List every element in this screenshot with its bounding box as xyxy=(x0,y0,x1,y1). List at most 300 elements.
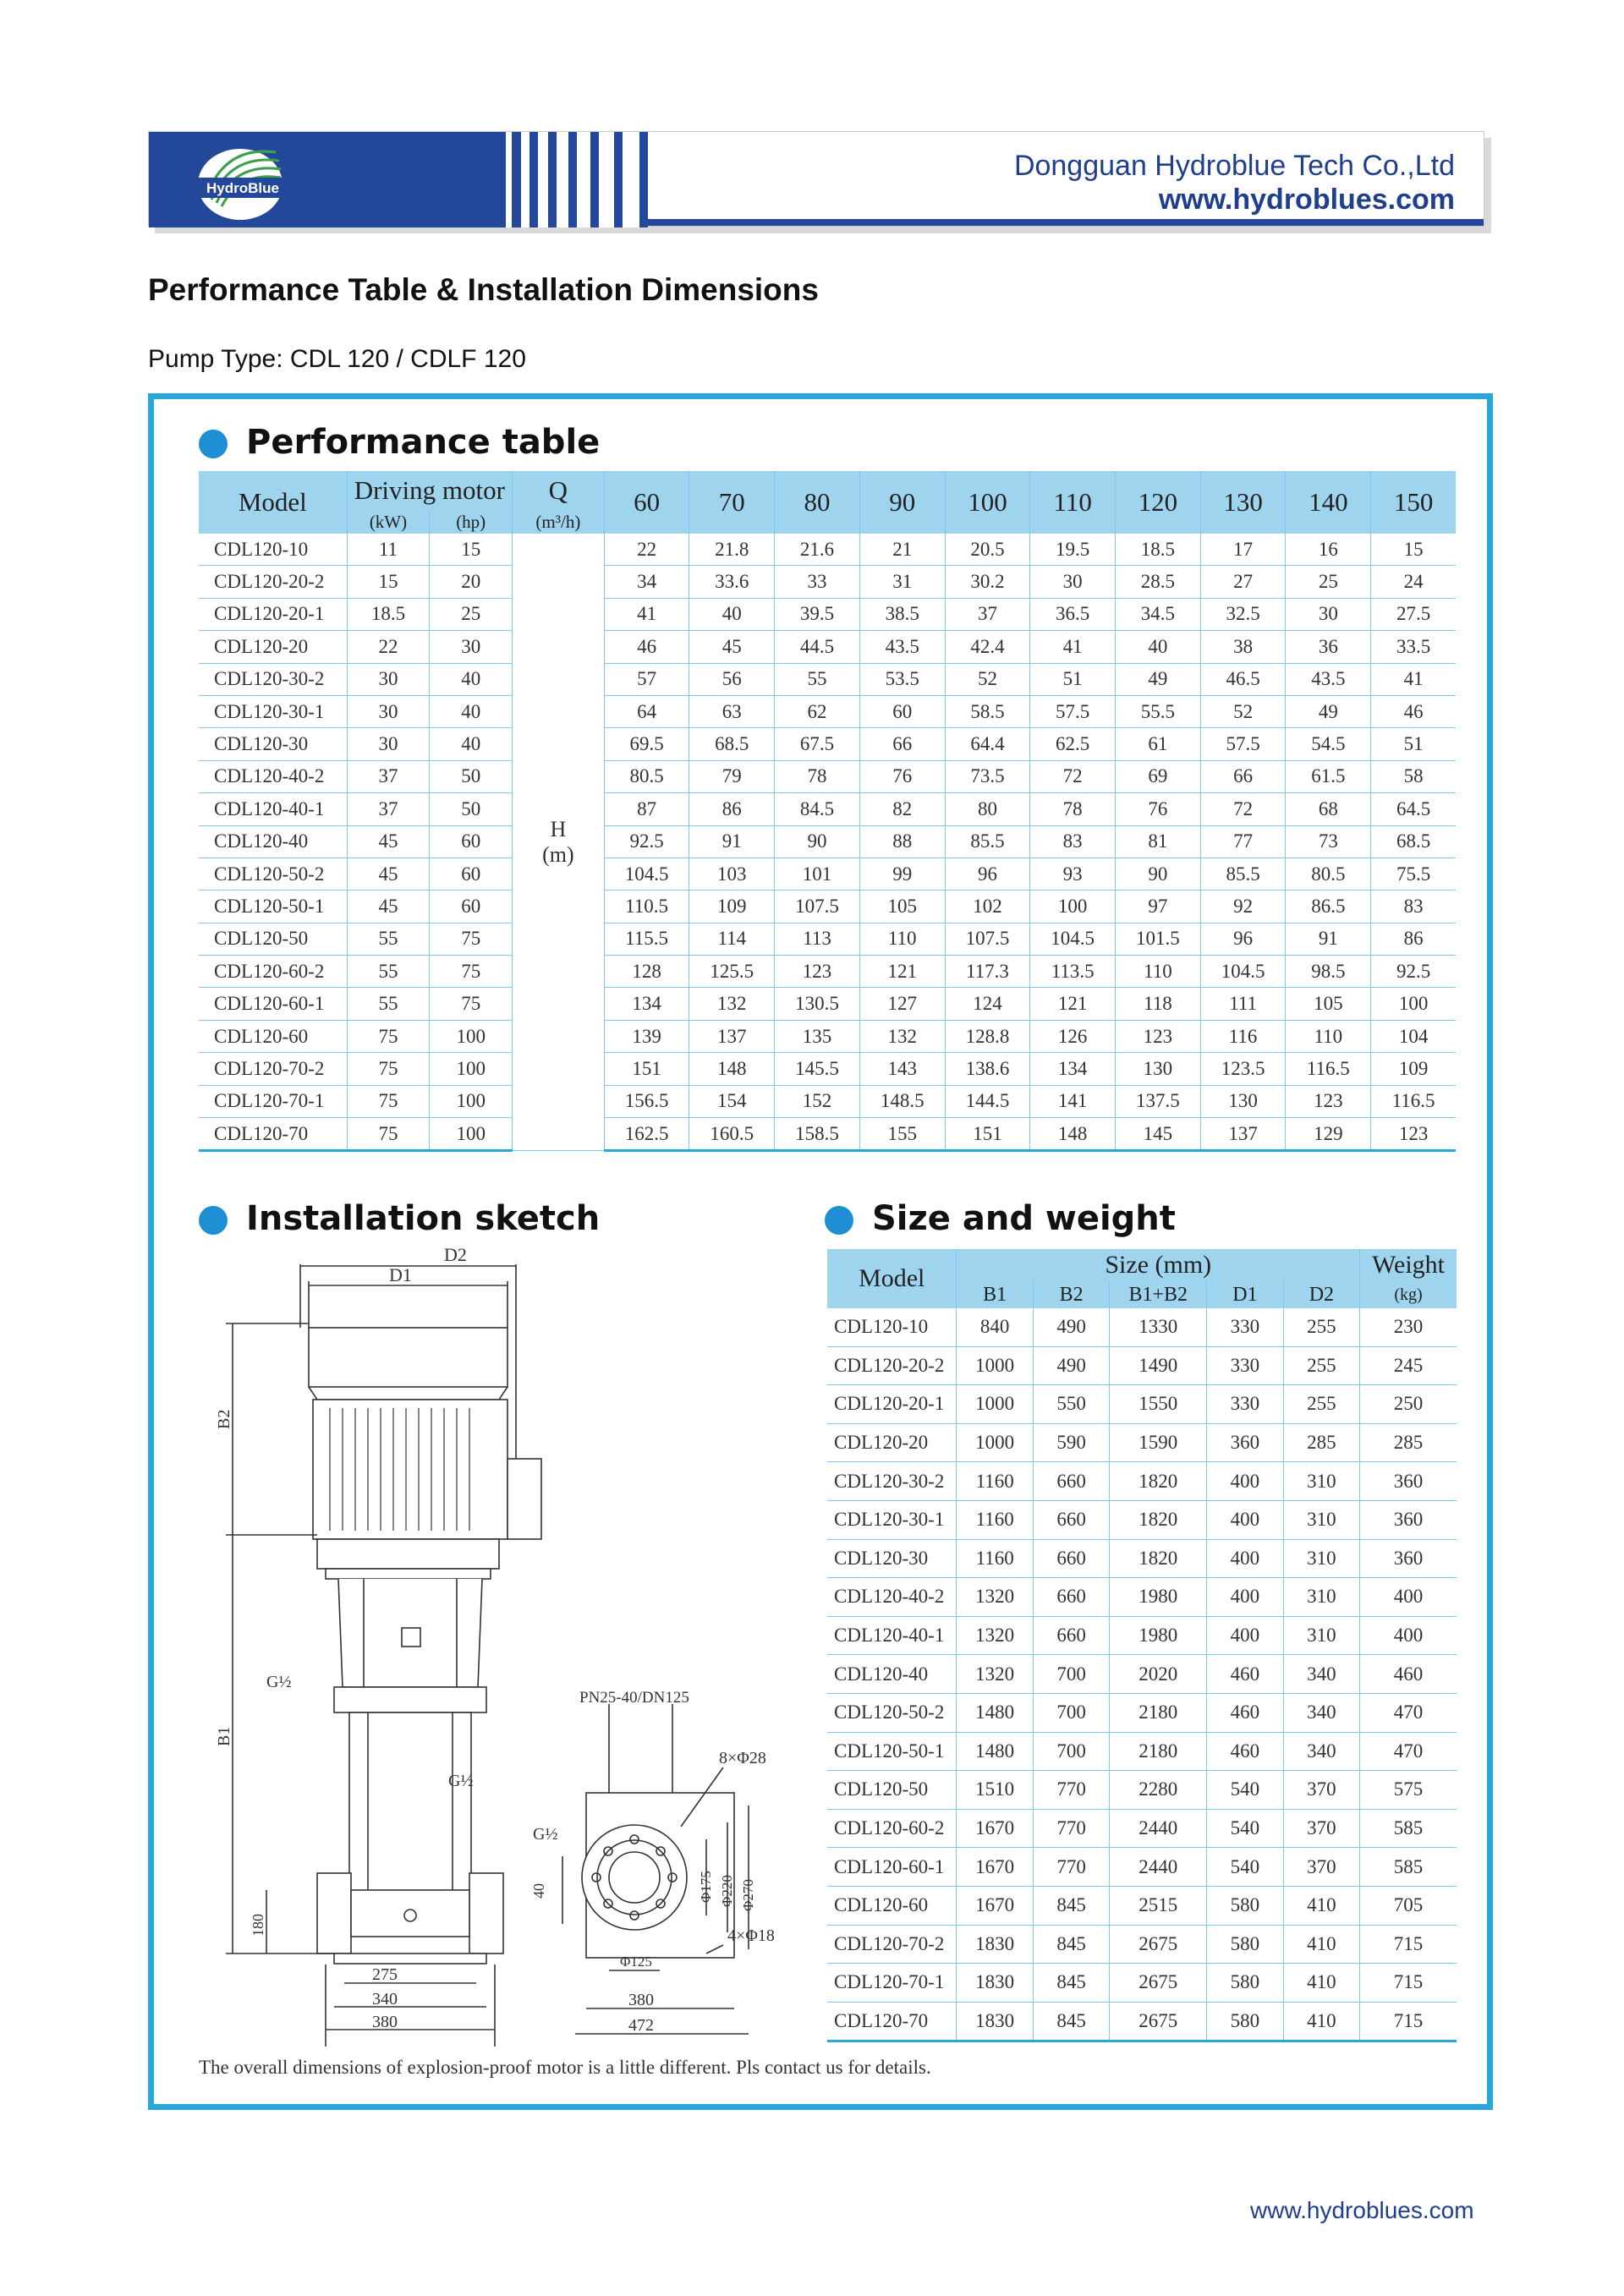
label-340: 340 xyxy=(372,1990,398,2008)
head-value-cell: 148 xyxy=(689,1053,775,1085)
b2-cell: 660 xyxy=(1033,1539,1109,1578)
head-value-cell: 73.5 xyxy=(945,760,1030,792)
label-g-half: G½ xyxy=(266,1673,292,1691)
w-cell: 585 xyxy=(1360,1848,1457,1887)
hp-cell: 75 xyxy=(430,956,513,988)
size-weight-table xyxy=(827,1249,1457,2042)
head-value-cell: 42.4 xyxy=(945,631,1030,663)
w-cell: 400 xyxy=(1360,1578,1457,1617)
kw-cell: 37 xyxy=(347,760,430,792)
head-value-cell: 96 xyxy=(1200,923,1286,955)
head-label-cell xyxy=(513,534,605,1151)
head-value-cell: 158.5 xyxy=(775,1118,860,1151)
table-row xyxy=(827,1732,1457,1771)
flow-head: 90 xyxy=(859,471,945,534)
head-value-cell: 113.5 xyxy=(1030,956,1116,988)
model-cell: CDL120-20 xyxy=(199,631,347,663)
model-cell: CDL120-30-1 xyxy=(199,695,347,727)
b1b2-cell: 2280 xyxy=(1110,1771,1207,1810)
b2-cell: 845 xyxy=(1033,2002,1109,2041)
b2-cell: 700 xyxy=(1033,1693,1109,1732)
head-value-cell: 151 xyxy=(945,1118,1030,1151)
kw-cell: 75 xyxy=(347,1020,430,1052)
head-value-cell: 51 xyxy=(1371,728,1456,760)
b1b2-cell: 2440 xyxy=(1110,1848,1207,1887)
head-value-cell: 84.5 xyxy=(775,793,860,825)
model-cell: CDL120-40 xyxy=(827,1655,957,1694)
model-cell: CDL120-40 xyxy=(199,825,347,858)
banner-rule xyxy=(648,219,1484,226)
head-value-cell: 86 xyxy=(689,793,775,825)
d1-cell: 580 xyxy=(1207,1886,1283,1925)
motor-top xyxy=(309,1328,508,1387)
head-value-cell: 96 xyxy=(945,858,1030,890)
hp-cell: 40 xyxy=(430,663,513,695)
head-value-cell: 123 xyxy=(1371,1118,1456,1151)
table-row xyxy=(827,1809,1457,1848)
b1-cell: 1320 xyxy=(957,1655,1033,1694)
head-value-cell: 128 xyxy=(604,956,689,988)
head-value-cell: 139 xyxy=(604,1020,689,1052)
hp-cell: 50 xyxy=(430,760,513,792)
model-cell: CDL120-50 xyxy=(199,923,347,955)
flow-head: 130 xyxy=(1200,471,1286,534)
table-row xyxy=(199,1053,1456,1085)
b2-cell: 770 xyxy=(1033,1809,1109,1848)
d1-cell: 540 xyxy=(1207,1848,1283,1887)
head-value-cell: 105 xyxy=(859,890,945,923)
col-driving-motor: Driving motor xyxy=(347,471,512,510)
flow-head: 150 xyxy=(1371,471,1456,534)
footer-website[interactable]: www.hydroblues.com xyxy=(1250,2197,1474,2223)
head-value-cell: 90 xyxy=(1116,858,1201,890)
w-cell: 230 xyxy=(1360,1308,1457,1346)
banner-stripes xyxy=(504,132,648,227)
model-cell: CDL120-40-1 xyxy=(199,793,347,825)
head-value-cell: 78 xyxy=(775,760,860,792)
head-value-cell: 154 xyxy=(689,1085,775,1117)
b1b2-cell: 1550 xyxy=(1110,1385,1207,1424)
b1-cell: 1670 xyxy=(957,1848,1033,1887)
b2-cell: 845 xyxy=(1033,1886,1109,1925)
head-value-cell: 49 xyxy=(1116,663,1201,695)
head-value-cell: 49 xyxy=(1286,695,1371,727)
table-row xyxy=(827,1462,1457,1501)
b2-cell: 660 xyxy=(1033,1578,1109,1617)
b1-cell: 1160 xyxy=(957,1539,1033,1578)
head-value-cell: 137 xyxy=(1200,1118,1286,1151)
hp-cell: 75 xyxy=(430,923,513,955)
head-value-cell: 27 xyxy=(1200,566,1286,598)
head-value-cell: 88 xyxy=(859,825,945,858)
head-value-cell: 82 xyxy=(859,793,945,825)
model-cell: CDL120-50-2 xyxy=(827,1693,957,1732)
b1-cell: 1160 xyxy=(957,1500,1033,1539)
w-cell: 715 xyxy=(1360,1964,1457,2003)
installation-sketch xyxy=(199,1247,825,2051)
head-value-cell: 90 xyxy=(775,825,860,858)
head-value-cell: 34.5 xyxy=(1116,598,1201,630)
head-value-cell: 53.5 xyxy=(859,663,945,695)
model-cell: CDL120-30-2 xyxy=(199,663,347,695)
model-cell: CDL120-50-1 xyxy=(827,1732,957,1771)
b1b2-cell: 1820 xyxy=(1110,1500,1207,1539)
d2-cell: 370 xyxy=(1283,1771,1359,1810)
b1-cell: 1480 xyxy=(957,1732,1033,1771)
head-value-cell: 110.5 xyxy=(604,890,689,923)
d1-cell: 460 xyxy=(1207,1655,1283,1694)
head-value-cell: 110 xyxy=(859,923,945,955)
model-cell: CDL120-20-2 xyxy=(199,566,347,598)
head-value-cell: 116.5 xyxy=(1371,1085,1456,1117)
performance-title xyxy=(199,423,600,462)
head-value-cell: 155 xyxy=(859,1118,945,1151)
b1-cell: 840 xyxy=(957,1308,1033,1346)
head-value-cell: 33.6 xyxy=(689,566,775,598)
head-value-cell: 128.8 xyxy=(945,1020,1030,1052)
head-value-cell: 123 xyxy=(1116,1020,1201,1052)
kw-cell: 30 xyxy=(347,695,430,727)
table-row xyxy=(199,728,1456,760)
b2-cell: 700 xyxy=(1033,1732,1109,1771)
head-value-cell: 80 xyxy=(945,793,1030,825)
head-unit: (m) xyxy=(542,841,574,867)
head-value-cell: 105 xyxy=(1286,988,1371,1020)
head-value-cell: 148.5 xyxy=(859,1085,945,1117)
head-value-cell: 21 xyxy=(859,534,945,566)
hp-cell: 40 xyxy=(430,695,513,727)
banner-body xyxy=(148,131,1484,227)
table-row xyxy=(199,566,1456,598)
b1-cell: 1670 xyxy=(957,1809,1033,1848)
head-value-cell: 92.5 xyxy=(1371,956,1456,988)
flow-head: 60 xyxy=(604,471,689,534)
table-row xyxy=(199,663,1456,695)
table-row xyxy=(827,1539,1457,1578)
head-value-cell: 144.5 xyxy=(945,1085,1030,1117)
model-cell: CDL120-20-1 xyxy=(199,598,347,630)
d1-cell: 400 xyxy=(1207,1462,1283,1501)
head-value-cell: 43.5 xyxy=(1286,663,1371,695)
head-value-cell: 113 xyxy=(775,923,860,955)
table-row xyxy=(827,1500,1457,1539)
model-cell: CDL120-70-2 xyxy=(199,1053,347,1085)
b2-cell: 770 xyxy=(1033,1771,1109,1810)
head-value-cell: 123 xyxy=(775,956,860,988)
model-cell: CDL120-60 xyxy=(199,1020,347,1052)
w-cell: 400 xyxy=(1360,1616,1457,1655)
kw-cell: 75 xyxy=(347,1118,430,1151)
head-value-cell: 109 xyxy=(1371,1053,1456,1085)
d1-cell: 460 xyxy=(1207,1693,1283,1732)
head-value-cell: 141 xyxy=(1030,1085,1116,1117)
label-180: 180 xyxy=(250,1914,266,1937)
pump-type: Pump Type: CDL 120 / CDLF 120 xyxy=(148,345,526,373)
head-value-cell: 103 xyxy=(689,858,775,890)
table-row xyxy=(199,1085,1456,1117)
head-value-cell: 55.5 xyxy=(1116,695,1201,727)
flow-head: 80 xyxy=(775,471,860,534)
head-value-cell: 86 xyxy=(1371,923,1456,955)
head-value-cell: 100 xyxy=(1371,988,1456,1020)
head-value-cell: 68.5 xyxy=(689,728,775,760)
head-value-cell: 36 xyxy=(1286,631,1371,663)
hp-cell: 15 xyxy=(430,534,513,566)
page-title: Performance Table & Installation Dimensions xyxy=(148,272,819,307)
hp-cell: 30 xyxy=(430,631,513,663)
b1-cell: 1000 xyxy=(957,1423,1033,1462)
head-value-cell: 73 xyxy=(1286,825,1371,858)
head-value-cell: 34 xyxy=(604,566,689,598)
head-value-cell: 114 xyxy=(689,923,775,955)
model-cell: CDL120-60-1 xyxy=(199,988,347,1020)
head-value-cell: 91 xyxy=(689,825,775,858)
table-row xyxy=(199,1118,1456,1151)
d2-cell: 255 xyxy=(1283,1346,1359,1385)
table-row xyxy=(199,890,1456,923)
model-cell: CDL120-30-2 xyxy=(827,1462,957,1501)
footnote: The overall dimensions of explosion-proof motor is a little different. Pls contact us for details. xyxy=(199,2057,931,2078)
b1b2-cell: 1980 xyxy=(1110,1616,1207,1655)
model-cell: CDL120-70-1 xyxy=(199,1085,347,1117)
head-value-cell: 137.5 xyxy=(1116,1085,1201,1117)
head-value-cell: 148 xyxy=(1030,1118,1116,1151)
b1b2-cell: 2440 xyxy=(1110,1809,1207,1848)
head-value-cell: 38.5 xyxy=(859,598,945,630)
b2-cell: 770 xyxy=(1033,1848,1109,1887)
head-value-cell: 41 xyxy=(604,598,689,630)
table-row xyxy=(827,1423,1457,1462)
model-cell: CDL120-60-2 xyxy=(199,956,347,988)
col-weight-unit: (kg) xyxy=(1360,1281,1457,1308)
label-g-half: G½ xyxy=(448,1772,474,1790)
model-cell: CDL120-10 xyxy=(827,1308,957,1346)
hp-cell: 50 xyxy=(430,793,513,825)
company-name: Dongguan Hydroblue Tech Co.,Ltd xyxy=(1013,150,1455,182)
b1b2-cell: 1820 xyxy=(1110,1462,1207,1501)
head-value-cell: 145 xyxy=(1116,1118,1201,1151)
table-row xyxy=(199,956,1456,988)
head-value-cell: 64.4 xyxy=(945,728,1030,760)
head-label: H xyxy=(550,816,567,841)
d2-cell: 410 xyxy=(1283,1925,1359,1964)
w-cell: 575 xyxy=(1360,1771,1457,1810)
size-body xyxy=(827,1308,1457,2041)
hp-cell: 60 xyxy=(430,825,513,858)
head-value-cell: 152 xyxy=(775,1085,860,1117)
col-d2: D2 xyxy=(1283,1281,1359,1308)
head-value-cell: 64 xyxy=(604,695,689,727)
table-row xyxy=(827,1925,1457,1964)
model-cell: CDL120-50-1 xyxy=(199,890,347,923)
table-row xyxy=(827,1886,1457,1925)
head-value-cell: 101 xyxy=(775,858,860,890)
label-380: 380 xyxy=(372,2013,398,2031)
head-value-cell: 121 xyxy=(1030,988,1116,1020)
d2-cell: 310 xyxy=(1283,1462,1359,1501)
flow-head: 100 xyxy=(945,471,1030,534)
head-value-cell: 60 xyxy=(859,695,945,727)
head-value-cell: 151 xyxy=(604,1053,689,1085)
d1-cell: 330 xyxy=(1207,1308,1283,1346)
kw-cell: 11 xyxy=(347,534,430,566)
table-row xyxy=(199,598,1456,630)
head-value-cell: 72 xyxy=(1030,760,1116,792)
kw-cell: 45 xyxy=(347,890,430,923)
model-cell: CDL120-70 xyxy=(827,2002,957,2041)
col-model: Model xyxy=(199,471,347,534)
kw-cell: 15 xyxy=(347,566,430,598)
label-bolts: 8×Φ28 xyxy=(719,1749,766,1767)
table-row xyxy=(199,825,1456,858)
col-d1: D1 xyxy=(1207,1281,1283,1308)
header-banner xyxy=(148,131,1484,227)
table-row xyxy=(827,1964,1457,2003)
b1b2-cell: 1820 xyxy=(1110,1539,1207,1578)
head-value-cell: 37 xyxy=(945,598,1030,630)
head-value-cell: 28.5 xyxy=(1116,566,1201,598)
head-value-cell: 104.5 xyxy=(604,858,689,890)
head-value-cell: 126 xyxy=(1030,1020,1116,1052)
table-row xyxy=(827,2002,1457,2041)
table-row xyxy=(827,1346,1457,1385)
b1-cell: 1830 xyxy=(957,1964,1033,2003)
table-row xyxy=(199,858,1456,890)
head-value-cell: 27.5 xyxy=(1371,598,1456,630)
head-value-cell: 132 xyxy=(689,988,775,1020)
head-value-cell: 68.5 xyxy=(1371,825,1456,858)
head-value-cell: 40 xyxy=(1116,631,1201,663)
flow-head: 140 xyxy=(1286,471,1371,534)
head-value-cell: 45 xyxy=(689,631,775,663)
head-value-cell: 123.5 xyxy=(1200,1053,1286,1085)
head-value-cell: 41 xyxy=(1371,663,1456,695)
model-cell: CDL120-20 xyxy=(827,1423,957,1462)
head-value-cell: 85.5 xyxy=(1200,858,1286,890)
head-value-cell: 81 xyxy=(1116,825,1201,858)
model-cell: CDL120-30 xyxy=(199,728,347,760)
d2-cell: 340 xyxy=(1283,1732,1359,1771)
d1-cell: 400 xyxy=(1207,1539,1283,1578)
head-value-cell: 132 xyxy=(859,1020,945,1052)
b2-cell: 550 xyxy=(1033,1385,1109,1424)
bullet-icon xyxy=(199,1206,228,1235)
table-row xyxy=(827,1616,1457,1655)
logo xyxy=(191,137,310,222)
head-value-cell: 43.5 xyxy=(859,631,945,663)
b1b2-cell: 2675 xyxy=(1110,1925,1207,1964)
head-value-cell: 85.5 xyxy=(945,825,1030,858)
d1-cell: 400 xyxy=(1207,1578,1283,1617)
col-weight: Weight xyxy=(1360,1249,1457,1281)
b1-cell: 1830 xyxy=(957,2002,1033,2041)
head-value-cell: 69.5 xyxy=(604,728,689,760)
head-value-cell: 20.5 xyxy=(945,534,1030,566)
head-value-cell: 99 xyxy=(859,858,945,890)
b1-cell: 1320 xyxy=(957,1578,1033,1617)
hp-cell: 40 xyxy=(430,728,513,760)
logo-icon xyxy=(191,137,310,222)
model-cell: CDL120-40-2 xyxy=(827,1578,957,1617)
head-value-cell: 100 xyxy=(1030,890,1116,923)
label-phi125: Φ125 xyxy=(620,1954,652,1970)
b1-cell: 1480 xyxy=(957,1693,1033,1732)
head-value-cell: 21.8 xyxy=(689,534,775,566)
head-value-cell: 61 xyxy=(1116,728,1201,760)
performance-body xyxy=(199,534,1456,1151)
head-value-cell: 93 xyxy=(1030,858,1116,890)
head-value-cell: 62 xyxy=(775,695,860,727)
banner-blue-panel xyxy=(149,132,648,227)
bullet-icon xyxy=(199,430,228,458)
b2-cell: 845 xyxy=(1033,1925,1109,1964)
b1b2-cell: 2020 xyxy=(1110,1655,1207,1694)
d2-cell: 285 xyxy=(1283,1423,1359,1462)
w-cell: 250 xyxy=(1360,1385,1457,1424)
b2-cell: 660 xyxy=(1033,1500,1109,1539)
table-row xyxy=(827,1308,1457,1346)
head-value-cell: 15 xyxy=(1371,534,1456,566)
b1-cell: 1000 xyxy=(957,1385,1033,1424)
head-value-cell: 162.5 xyxy=(604,1118,689,1151)
head-value-cell: 110 xyxy=(1286,1020,1371,1052)
head-value-cell: 143 xyxy=(859,1053,945,1085)
model-cell: CDL120-20-1 xyxy=(827,1385,957,1424)
col-hp: (hp) xyxy=(430,510,513,534)
w-cell: 470 xyxy=(1360,1732,1457,1771)
hp-cell: 75 xyxy=(430,988,513,1020)
performance-title-text: Performance table xyxy=(246,423,601,462)
b1b2-cell: 2515 xyxy=(1110,1886,1207,1925)
d2-cell: 310 xyxy=(1283,1578,1359,1617)
b2-cell: 590 xyxy=(1033,1423,1109,1462)
b1b2-cell: 1490 xyxy=(1110,1346,1207,1385)
model-cell: CDL120-20-2 xyxy=(827,1346,957,1385)
model-cell: CDL120-60-2 xyxy=(827,1809,957,1848)
head-value-cell: 76 xyxy=(1116,793,1201,825)
head-value-cell: 117.3 xyxy=(945,956,1030,988)
b1-cell: 1320 xyxy=(957,1616,1033,1655)
label-d2: D2 xyxy=(444,1247,467,1265)
head-value-cell: 16 xyxy=(1286,534,1371,566)
head-value-cell: 80.5 xyxy=(1286,858,1371,890)
head-value-cell: 76 xyxy=(859,760,945,792)
head-value-cell: 77 xyxy=(1200,825,1286,858)
b2-cell: 490 xyxy=(1033,1308,1109,1346)
kw-cell: 30 xyxy=(347,663,430,695)
kw-cell: 37 xyxy=(347,793,430,825)
head-value-cell: 18.5 xyxy=(1116,534,1201,566)
head-value-cell: 17 xyxy=(1200,534,1286,566)
b1-cell: 1510 xyxy=(957,1771,1033,1810)
b1b2-cell: 1330 xyxy=(1110,1308,1207,1346)
table-row xyxy=(199,1020,1456,1052)
company-website[interactable]: www.hydroblues.com xyxy=(1158,184,1455,216)
flow-head: 120 xyxy=(1116,471,1201,534)
hp-cell: 25 xyxy=(430,598,513,630)
w-cell: 360 xyxy=(1360,1539,1457,1578)
size-title-text: Size and weight xyxy=(872,1199,1176,1238)
head-value-cell: 63 xyxy=(689,695,775,727)
head-value-cell: 58.5 xyxy=(945,695,1030,727)
head-value-cell: 30 xyxy=(1030,566,1116,598)
head-value-cell: 98.5 xyxy=(1286,956,1371,988)
head-value-cell: 107.5 xyxy=(775,890,860,923)
d1-cell: 580 xyxy=(1207,1925,1283,1964)
head-value-cell: 41 xyxy=(1030,631,1116,663)
head-value-cell: 68 xyxy=(1286,793,1371,825)
w-cell: 715 xyxy=(1360,2002,1457,2041)
